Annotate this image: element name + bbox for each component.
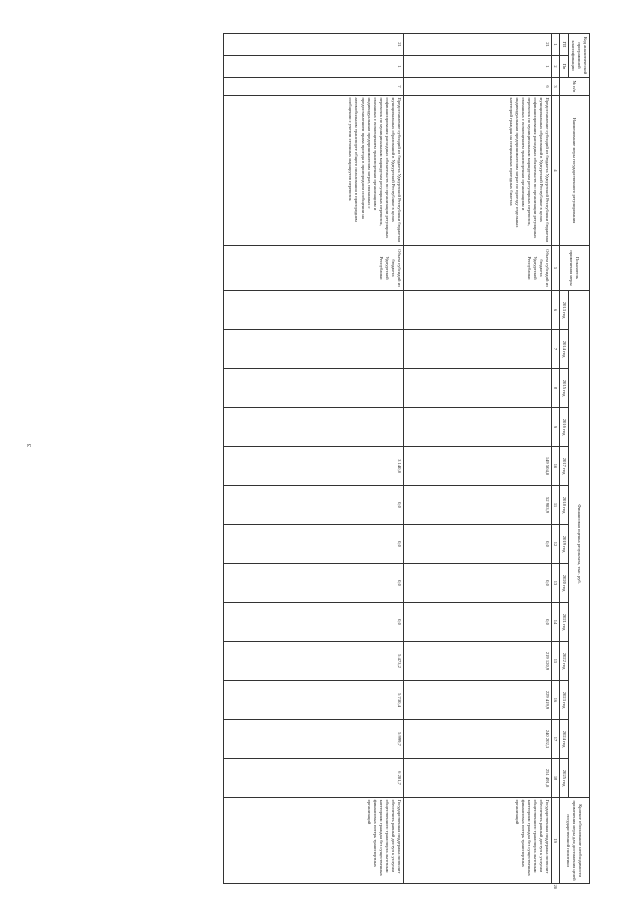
pp-code: 1 [403, 56, 551, 78]
column-index: 14 [551, 603, 559, 642]
reason: Государственная поддержка позволит обеспечить равный доступ к услугам общественного транспорта льготным категориям граждан без существенных финансовых потерь транспортных организаций [403, 798, 551, 884]
year-value: 5 473,2 [223, 642, 403, 681]
year-value [403, 369, 551, 408]
header-pp: Пп [559, 56, 568, 78]
year-value [223, 369, 403, 408]
year-value [223, 408, 403, 447]
year-value: 6 281,7 [223, 759, 403, 798]
year-value: 0,0 [223, 564, 403, 603]
gp-code: 21 [403, 34, 551, 56]
header-reason: Краткое обоснование необходимости применения меры для достижения целей государственной политики [559, 798, 589, 884]
column-index: 16 [551, 681, 559, 720]
header-year: 2024 год [559, 720, 568, 759]
header-year: 2018 год [559, 486, 568, 525]
header-indicator: Показатель применения меры [559, 246, 589, 291]
column-index: 19 [551, 798, 559, 884]
year-value: 5 999,7 [223, 720, 403, 759]
header-year: 2020 год [559, 564, 568, 603]
year-value: 52 983,9 [403, 486, 551, 525]
pp-code: 1 [223, 56, 403, 78]
column-index: 15 [551, 642, 559, 681]
header-measure: Наименование меры государственного регулирования [559, 96, 589, 246]
row-number: 6 [403, 78, 551, 96]
year-value: 0,0 [223, 603, 403, 642]
header-code-group: Код аналитической программной классификации [568, 34, 589, 78]
header-year: 2014 год [559, 330, 568, 369]
indicator: Объем субсидий из бюджета Удмуртской Республики [403, 246, 551, 291]
column-index: 7 [551, 330, 559, 369]
year-value: 219 120,9 [403, 642, 551, 681]
year-value: 0,0 [223, 525, 403, 564]
header-year: 2015 год [559, 369, 568, 408]
column-index: 18 [551, 759, 559, 798]
year-value: 251 491,8 [403, 759, 551, 798]
year-value: 3 140,8 [223, 447, 403, 486]
column-index: 8 [551, 369, 559, 408]
year-value: 240 202,3 [403, 720, 551, 759]
year-value [403, 330, 551, 369]
column-index: 3 [551, 78, 559, 96]
column-index: 17 [551, 720, 559, 759]
year-value: 0,0 [403, 564, 551, 603]
column-index: 4 [551, 96, 559, 246]
year-value: 229 419,9 [403, 681, 551, 720]
year-value: 149 504,8 [403, 447, 551, 486]
rotated-document [90, 33, 590, 889]
header-finance: Финансовая оценка результата, тыс. руб. [568, 291, 589, 798]
column-index: 9 [551, 408, 559, 447]
header-year: 2019 год [559, 525, 568, 564]
header-gp: ГП [559, 34, 568, 56]
header-year: 2021 год [559, 603, 568, 642]
row-number: 7 [223, 78, 403, 96]
year-value: 0,0 [403, 603, 551, 642]
column-index: 5 [551, 246, 559, 291]
header-year: 2025 год [559, 759, 568, 798]
page-number: 3 [27, 444, 33, 447]
header-year: 2016 год [559, 408, 568, 447]
year-value [223, 330, 403, 369]
year-value [223, 291, 403, 330]
column-index: 11 [551, 486, 559, 525]
header-number: № п/п [559, 78, 589, 96]
gp-code: 21 [223, 34, 403, 56]
column-index: 6 [551, 291, 559, 330]
header-year: 2023 год [559, 681, 568, 720]
year-value [403, 291, 551, 330]
column-index: 10 [551, 447, 559, 486]
indicator: Объем субсидий из бюджета Удмуртской Республики [223, 246, 403, 291]
header-year: 2022 год [559, 642, 568, 681]
reason: Государственная поддержка позволит обеспечить равный доступ к услугам общественного транспорта льготным категориям граждан без существенных финансовых потерь транспортных организаций [223, 798, 403, 884]
measure-name: Предоставление субсидий из бюджета Удмуртской Республики бюджетам муниципальных образований в Удмуртской Республике в целях софинансирования расходных обязательств по организации регулярных перевозок по муниципальным маршрутам регулярных перевозок, связанных с возмещением транспортным организациям и индивидуальным предпринимателям затрат, связанных с предоставлением права проезда в пригородном сообщении на автомобильном транспорте общего пользования в пригородном сообщении с учетом сезонных маршрутов перевозок [223, 96, 403, 246]
column-index: 12 [551, 525, 559, 564]
year-value: 0,0 [403, 525, 551, 564]
measure-name: Предоставление субсидий из бюджета Удмуртской Республики бюджетам муниципальных образований в Удмуртской Республике в целях софинансирования расходных обязательств по организации регулярных перевозок по муниципальным маршрутам регулярных перевозок, связанных с возмещением транспортным организациям и индивидуальным предпринимателям затрат по проезду отдельных категорий граждан на специальных проездных билетах [403, 96, 551, 246]
column-index: 2 [551, 56, 559, 78]
table-row [223, 34, 403, 884]
regulation-table: Код аналитической программной классификации № п/п Наименование меры государственного регулирования Показатель применения меры Финансовая оценка результата, тыс. руб. Краткое обоснование необходимости применения меры для достижения целей государственной политики ГП Пп 2013 год 2014 год 2015 год 2016 год 2017 год 2018 год 2019 год 2020 год 2021 год 2022 год 2023 год 2024 год 2025 год 1 2 3 4 5 6 7 8 9 10 11 12 13 14 15 16 17 18 19 20 21 1 6 Предоставление субсидий из бюджета Удмуртской Республики бюджетам муниципальных образований в Удмуртской Республике в целях софинансирования расходных обязательств по организации регулярных перевозок по муниципальным маршрутам регулярных перевозок, связанных с возмещением транспортным организациям и индивидуальным предпринимателям затрат по проезду отдельных категорий граждан на специальных проездных билетах Объем субсидий из бюджета Удмуртской Республики 149 504,8 52 983,9 0,0 0,0 0,0 219 120,9 229 419,9 240 202,3 251 491,8 Государственная поддержка позволит обеспечить равный доступ к услугам общественного транспорта льготным категориям граждан без существенных финансовых потерь транспортных организаций 21 1 7 Предоставление субсидий из бюджета Удмуртской Республики бюджетам муниципальных образований в Удмуртской Республике в целях софинансирования расходных обязательств по организации регулярных перевозок по муниципальным маршрутам регулярных перевозок, связанных с возмещением транспортным организациям и индивидуальным предпринимателям затрат, связанных с предоставлением права проезда в пригородном сообщении на автомобильном транспорте общего пользования в пригородном сообщении с учетом сезонных маршрутов перевозок Объем субсидий из бюджета Удмуртской Республики 3 140,8 0,0 0,0 0,0 0,0 5 473,2 5 730,4 5 999,7 6 281,7 Государственная поддержка позволит обеспечить равный доступ к услугам общественного транспорта льготным категориям граждан без существенных финансовых потерь транспортных организаций [223, 33, 590, 884]
year-value: 5 730,4 [223, 681, 403, 720]
year-value [403, 408, 551, 447]
header-year: 2017 год [559, 447, 568, 486]
year-value: 0,0 [223, 486, 403, 525]
column-index: 1 [551, 34, 559, 56]
column-index: 13 [551, 564, 559, 603]
header-year: 2013 год [559, 291, 568, 330]
table-row [403, 34, 551, 884]
